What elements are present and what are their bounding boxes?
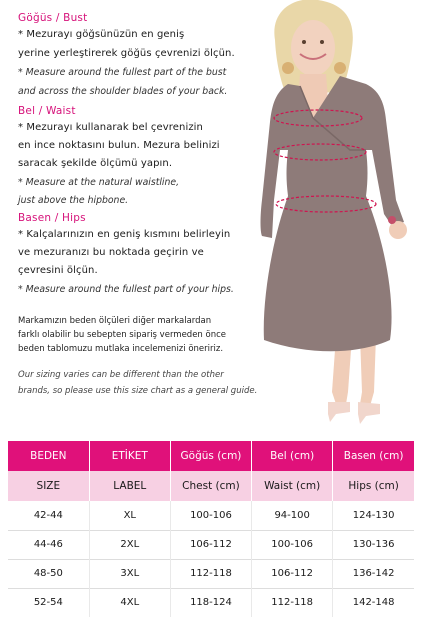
- hips-title: Basen / Hips: [18, 212, 86, 224]
- model-figure: [200, 0, 424, 430]
- bust-italic-line: and across the shoulder blades of your back.: [18, 86, 228, 97]
- table-cell: 136-142: [352, 568, 395, 579]
- hips-text-line: çevresini ölçün.: [18, 265, 98, 276]
- header-cell: Bel (cm): [252, 441, 333, 471]
- table-header-en: [8, 471, 414, 501]
- header-cell: Basen (cm): [333, 441, 414, 471]
- earring-right: [334, 62, 346, 74]
- table-cell: 4XL: [89, 588, 170, 617]
- header-cell: Göğüs (cm): [170, 441, 251, 471]
- bust-text-line: yerine yerleştirerek göğüs çevrenizi ölçün.: [18, 48, 235, 59]
- table-cell: 48-50: [8, 559, 89, 588]
- table-cell: 52-54: [8, 588, 89, 617]
- bust-title: Göğüs / Bust: [18, 12, 88, 24]
- bracelet: [388, 216, 396, 224]
- header-cell: LABEL: [89, 471, 170, 501]
- table-row: [8, 588, 414, 617]
- waist-italic-line: just above the hipbone.: [18, 195, 129, 206]
- table-cell: 3XL: [89, 559, 170, 588]
- table-cell: 106-112: [170, 530, 251, 559]
- note-en-line: Our sizing varies can be different than the other: [18, 370, 224, 380]
- bust-italic-line: * Measure around the fullest part of the bust: [18, 67, 227, 78]
- table-cell: 44-46: [8, 530, 89, 559]
- face: [291, 20, 335, 76]
- table-cell: 130-136: [352, 539, 395, 550]
- table-cell: 124-130: [352, 509, 395, 521]
- header-cell: Waist (cm): [252, 471, 333, 501]
- header-cell: BEDEN: [8, 441, 89, 471]
- table-cell: 100-106: [170, 501, 251, 530]
- header-cell: SIZE: [8, 471, 89, 501]
- table-cell: 2XL: [89, 530, 170, 559]
- table-cell: 112-118: [252, 588, 333, 617]
- note-tr-line: farklı olabilir bu sebepten sipariş vermeden önce: [18, 330, 227, 340]
- header-cell: ETİKET: [89, 441, 170, 471]
- hips-italic-line: * Measure around the fullest part of your hips.: [18, 284, 234, 295]
- table-cell: 100-106: [252, 530, 333, 559]
- table-cell: 94-100: [252, 501, 333, 530]
- bust-text-line: * Mezurayı göğsünüzün en geniş: [18, 29, 185, 40]
- table-cell: XL: [89, 501, 170, 530]
- note-tr-line: beden tablomuzu mutlaka incelemenizi öneririz.: [18, 344, 224, 354]
- waist-italic-line: * Measure at the natural waistline,: [18, 177, 180, 188]
- table-row: [8, 559, 414, 588]
- dress: [261, 76, 405, 351]
- waist-text-line: saracak şekilde ölçümü yapın.: [18, 158, 173, 169]
- hips-text-line: ve mezuranızı bu noktada geçirin ve: [18, 247, 204, 258]
- table-cell: 142-148: [352, 597, 395, 609]
- size-table: [8, 441, 414, 617]
- shoe-left: [328, 402, 350, 422]
- note-tr-line: Markamızın beden ölçüleri diğer markalardan: [18, 316, 212, 326]
- table-row: [8, 530, 414, 559]
- table-cell: 112-118: [170, 559, 251, 588]
- shoe-right: [358, 402, 380, 424]
- earring-left: [282, 62, 294, 74]
- table-header-tr: [8, 441, 414, 471]
- table-cell: 106-112: [252, 559, 333, 588]
- header-cell: Hips (cm): [333, 471, 414, 501]
- waist-title: Bel / Waist: [18, 105, 76, 117]
- hips-text-line: * Kalçalarınızın en geniş kısmını belirleyin: [18, 229, 231, 240]
- header-cell: Chest (cm): [170, 471, 251, 501]
- table-row: [8, 501, 414, 530]
- waist-text-line: * Mezurayı kullanarak bel çevrenizin: [18, 122, 203, 133]
- table-cell: 42-44: [8, 501, 89, 530]
- table-cell: 118-124: [170, 588, 251, 617]
- note-en-line: brands, so please use this size chart as a general guide.: [18, 386, 258, 396]
- waist-text-line: en ince noktasını bulun. Mezura belinizi: [18, 140, 220, 151]
